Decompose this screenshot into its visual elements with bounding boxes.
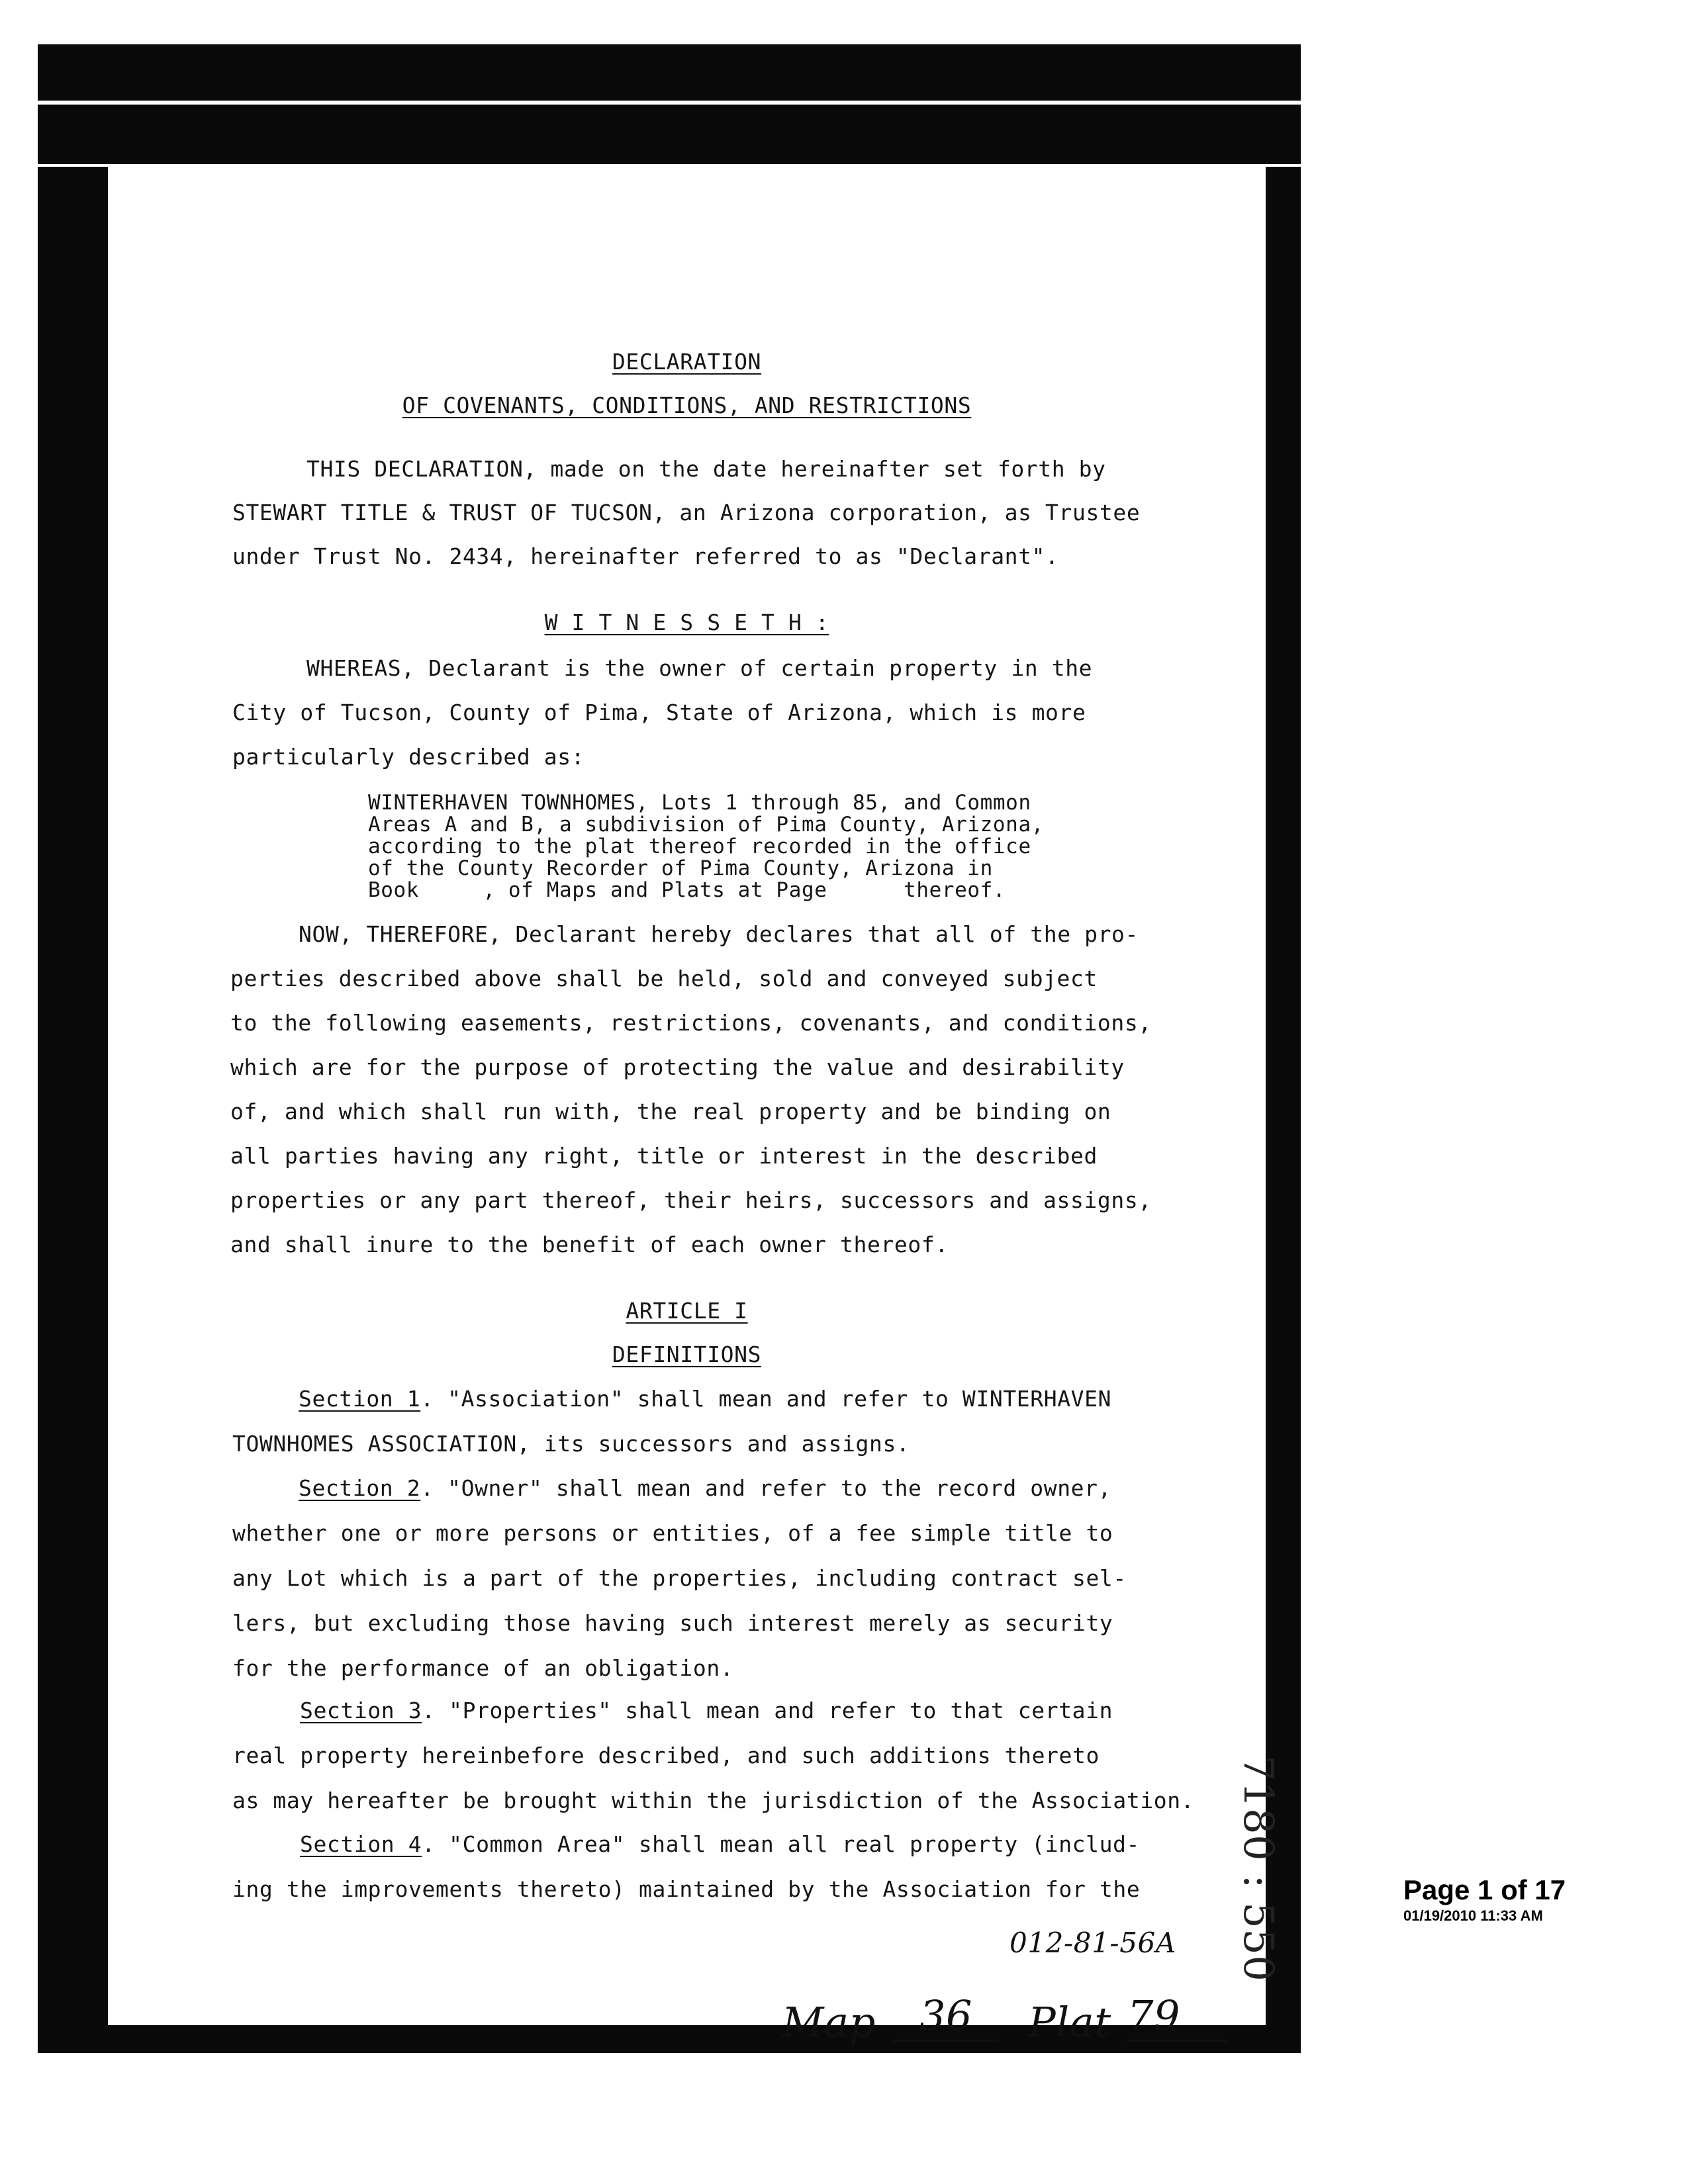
intro-line: STEWART TITLE & TRUST OF TUCSON, an Arizona corporation, as Trustee bbox=[232, 500, 1141, 525]
section-label: Section 2 bbox=[299, 1475, 421, 1501]
section-line: lers, but excluding those having such interest merely as security bbox=[232, 1610, 1113, 1636]
handwritten-plat-label: Plat bbox=[1028, 1998, 1111, 2046]
section-text: . "Common Area" shall mean all real property (includ- bbox=[422, 1831, 1141, 1857]
therefore-line: which are for the purpose of protecting the value and desirability bbox=[230, 1054, 1125, 1080]
section-line: real property hereinbefore described, and such additions thereto bbox=[232, 1743, 1100, 1768]
therefore-line: all parties having any right, title or interest in the described bbox=[230, 1143, 1098, 1169]
section-line bbox=[300, 1831, 1140, 1857]
section-line: TOWNHOMES ASSOCIATION, its successors and assigns. bbox=[232, 1431, 910, 1457]
intro-line: THIS DECLARATION, made on the date hereinafter set forth by bbox=[306, 456, 1106, 482]
legal-description-line: Areas A and B, a subdivision of Pima County, Arizona, bbox=[368, 813, 1044, 837]
therefore-line: of, and which shall run with, the real property and be binding on bbox=[230, 1099, 1111, 1124]
page-timestamp: 01/19/2010 11:33 AM bbox=[1403, 1907, 1543, 1924]
section-line: ing the improvements thereto) maintained by the Association for the bbox=[232, 1876, 1141, 1902]
document-title: DECLARATION bbox=[612, 349, 762, 375]
scan-border-left bbox=[38, 167, 108, 2053]
therefore-line: NOW, THEREFORE, Declarant hereby declares that all of the pro- bbox=[299, 921, 1139, 947]
section-line: any Lot which is a part of the properties, including contract sel- bbox=[232, 1565, 1127, 1591]
section-label: Section 1 bbox=[299, 1386, 421, 1412]
section-text: . "Owner" shall mean and refer to the record owner, bbox=[420, 1475, 1112, 1501]
therefore-line: to the following easements, restrictions, covenants, and conditions, bbox=[230, 1010, 1152, 1036]
section-line: as may hereafter be brought within the jurisdiction of the Association. bbox=[232, 1788, 1195, 1813]
therefore-line: properties or any part thereof, their heirs, successors and assigns, bbox=[230, 1187, 1152, 1213]
section-line bbox=[299, 1386, 1111, 1412]
recording-stamp: 7180 : 550 bbox=[1235, 1755, 1283, 1982]
section-line bbox=[300, 1698, 1113, 1723]
page-indicator bbox=[1403, 1874, 1566, 1925]
page-number: Page 1 of 17 bbox=[1403, 1874, 1566, 1905]
section-line bbox=[299, 1475, 1111, 1501]
intro-line: under Trust No. 2434, hereinafter referred to as "Declarant". bbox=[232, 543, 1059, 569]
whereas-line: particularly described as: bbox=[232, 744, 585, 770]
handwritten-map-number: 36 bbox=[893, 1991, 999, 2042]
handwritten-plat-number: 79 bbox=[1127, 1991, 1227, 2042]
section-line: for the performance of an obligation. bbox=[232, 1655, 734, 1681]
section-text: . "Association" shall mean and refer to WINTERHAVEN bbox=[420, 1386, 1112, 1412]
handwritten-code: 012-81-56A bbox=[1009, 1927, 1176, 1959]
document-body bbox=[108, 197, 1283, 2046]
section-line: whether one or more persons or entities, of a fee simple title to bbox=[232, 1520, 1113, 1546]
therefore-line: and shall inure to the benefit of each owner thereof. bbox=[230, 1232, 949, 1257]
section-text: . "Properties" shall mean and refer to that certain bbox=[422, 1698, 1113, 1723]
article-title: DEFINITIONS bbox=[612, 1342, 762, 1367]
section-label: Section 4 bbox=[300, 1831, 422, 1857]
article-heading: ARTICLE I bbox=[626, 1298, 748, 1324]
whereas-line: City of Tucson, County of Pima, State of Arizona, which is more bbox=[232, 700, 1086, 725]
legal-description-line: WINTERHAVEN TOWNHOMES, Lots 1 through 85, and Common bbox=[368, 791, 1031, 815]
therefore-line: perties described above shall be held, sold and conveyed subject bbox=[230, 966, 1098, 991]
handwritten-map-label: Map bbox=[782, 1998, 876, 2046]
section-label: Section 3 bbox=[300, 1698, 422, 1723]
scan-border-top bbox=[38, 44, 1301, 101]
witnesseth-heading: W I T N E S S E T H : bbox=[544, 610, 829, 635]
whereas-line: WHEREAS, Declarant is the owner of certain property in the bbox=[306, 655, 1093, 681]
legal-description-line: of the County Recorder of Pima County, Arizona in bbox=[368, 856, 993, 880]
legal-description-line: Book , of Maps and Plats at Page thereof. bbox=[368, 878, 1006, 902]
scan-border-top-lower bbox=[38, 105, 1301, 164]
document-subtitle: OF COVENANTS, CONDITIONS, AND RESTRICTIONS bbox=[402, 392, 972, 418]
document-page bbox=[108, 197, 1283, 2046]
legal-description-line: according to the plat thereof recorded in the office bbox=[368, 835, 1031, 858]
